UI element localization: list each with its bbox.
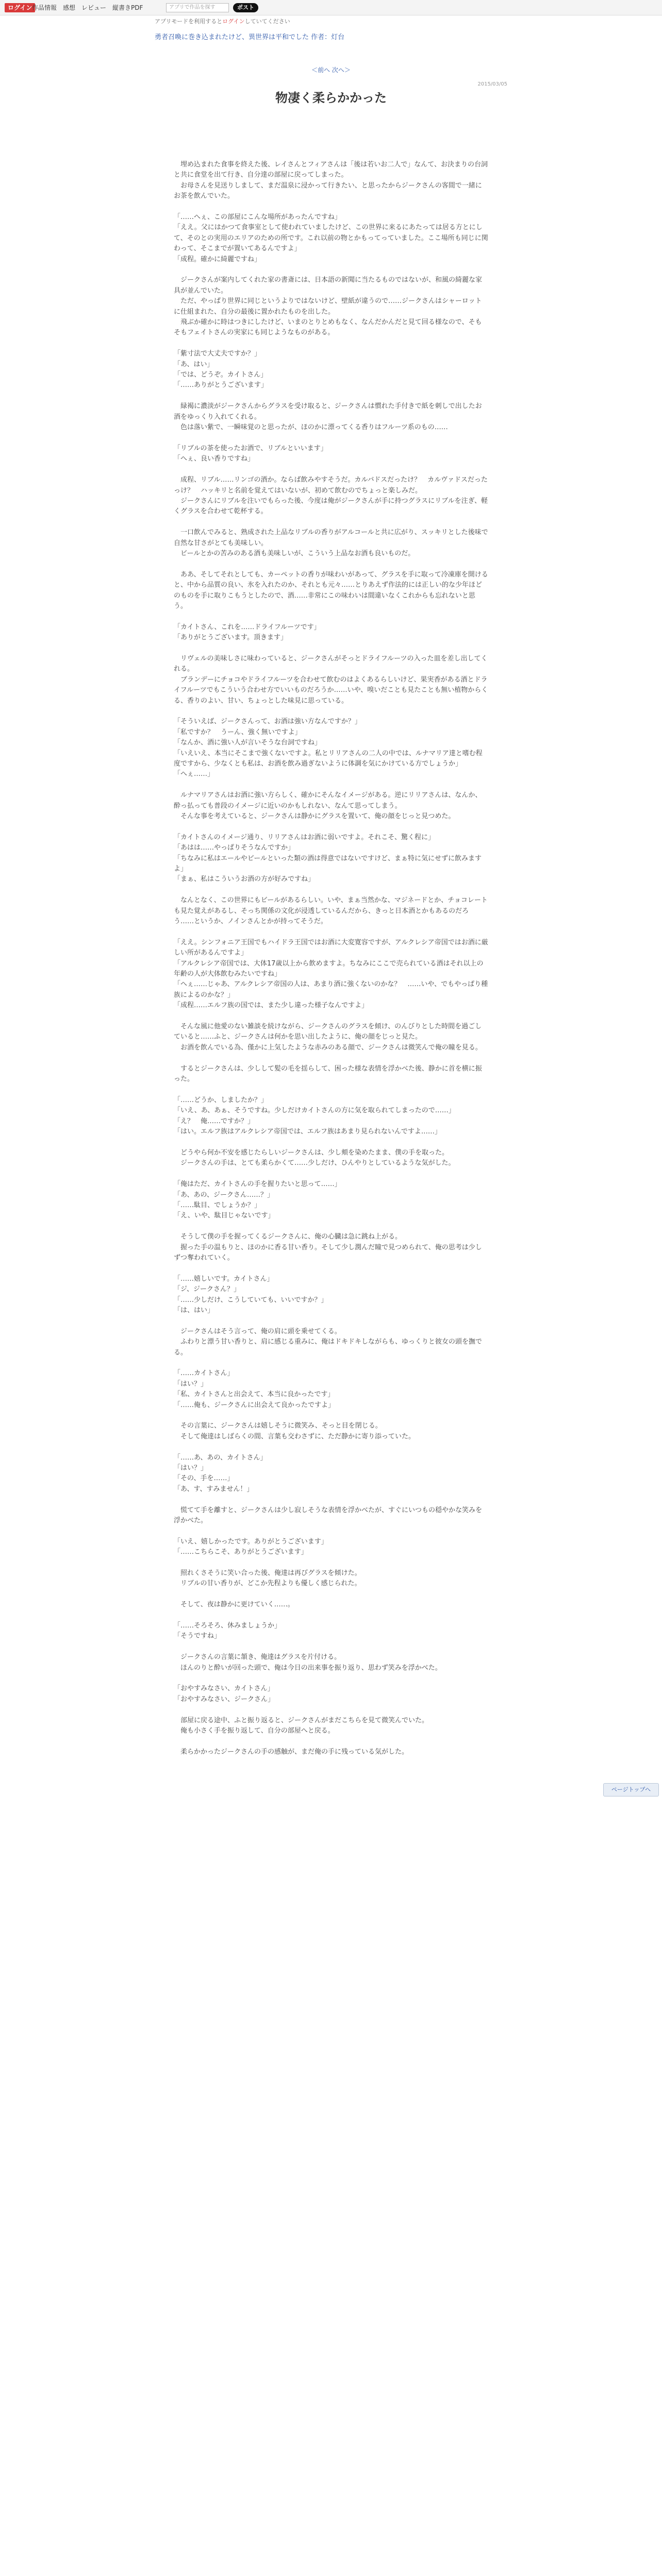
body-paragraph: 成程、リブル……リンゴの酒か。ならば飲みやすそうだ。カルバドスだったけ？ カルヴァドスだったっけ？ ハッキリと名前を覚えてはいないが、初めて飲むのでちょっと楽しみだ。 <box>174 476 488 495</box>
body-paragraph: 「……駄目、でしょうか？」 <box>174 1201 261 1209</box>
body-paragraph <box>174 706 488 717</box>
body-paragraph: 「その、手を……」 <box>174 1475 234 1483</box>
body-paragraph: ほんのりと酔いが回った頭で、俺は今日の出来事を振り返り、思わず笑みを浮かべた。 <box>174 1664 442 1672</box>
chapter-header <box>155 18 507 106</box>
body-paragraph: 「……どうか、しましたか？」 <box>174 1096 268 1104</box>
body-paragraph: 「なんか、酒に強い人が言いそうな台詞ですね」 <box>174 739 322 747</box>
body-paragraph: 「いえ、あ、あぁ、そうですね。少しだけカイトさんの方に気を取られてしまったので……」 <box>174 1107 455 1115</box>
body-paragraph: 「……へぇ、この部屋にこんな場所があったんですね」 <box>174 213 341 222</box>
body-paragraph <box>174 391 488 401</box>
body-paragraph: 「あ、す、すみません！」 <box>174 1485 254 1493</box>
body-paragraph <box>174 1442 488 1452</box>
next-link[interactable]: 次へ＞ <box>332 66 351 74</box>
body-paragraph: 一口飲んでみると、熟成された上品なリブルの香りがアルコールと共に広がり、スッキリとした後味で自然な甘さがとても美味しい。 <box>174 529 488 547</box>
body-paragraph: 飛ぶか確かに時はつきにしたけど、いまのとりとめもなく、なんだかんだと見て回る様なので、そもそもフェイトさんの実家にも同じようなものがある。 <box>174 318 482 337</box>
author-label: 作者： <box>311 33 332 41</box>
work-title-link[interactable]: 勇者召喚に巻き込まれたけど、異世界は平和でした <box>155 33 309 41</box>
body-paragraph: 「いえ、嬉しかったです。ありがとうございます」 <box>174 1537 328 1546</box>
body-paragraph <box>174 1222 488 1232</box>
body-paragraph: 「……嬉しいです。カイトさん」 <box>174 1275 274 1283</box>
body-paragraph <box>174 1705 488 1715</box>
body-paragraph: 「そうですね」 <box>174 1632 221 1640</box>
chapter-body <box>174 160 488 1757</box>
body-paragraph: ふわりと漂う甘い香りと、肩に感じる重みに、俺はドキドキしながらも、ゆっくりと彼女の頭を撫でる。 <box>174 1338 482 1357</box>
body-paragraph <box>174 1642 488 1652</box>
body-paragraph <box>174 1495 488 1505</box>
body-paragraph: 「カイトさん、これを……ドライフルーツです」 <box>174 623 321 631</box>
body-paragraph: 「……少しだけ、こうしていても、いいですか？」 <box>174 1296 328 1304</box>
body-paragraph: 「……あ、あの、カイトさん」 <box>174 1453 267 1462</box>
body-paragraph <box>174 1558 488 1568</box>
body-paragraph: 「……ありがとうございます」 <box>174 381 268 389</box>
body-paragraph: 俺も小さく手を振り返して、自分の部屋へと戻る。 <box>174 1727 335 1735</box>
body-paragraph: 「ええ。父にはかつて食事室として使われていましたけど、この世界に来るにあたっては居る方とにして、そのとの実用のエリアのための所です。これ以前の物とかもってっていました。ここ場所も同じに関わって、そこまでが置いてあるんですよ」 <box>174 224 488 253</box>
body-paragraph <box>174 1411 488 1421</box>
body-paragraph: ジークさんの手は、とても柔らかくて……少しだけ、ひんやりとしているような気がした。 <box>174 1159 455 1167</box>
top-bar <box>0 0 662 15</box>
body-paragraph: ただ、やっぱり世界に同じというよりではないけど、壁紙が違うので……ジークさんはシャーロットに仕組まれた、自分の最後に置かれたものを出した。 <box>174 297 482 316</box>
body-paragraph <box>174 1673 488 1684</box>
body-paragraph: 「へぇ……じゃあ、アルクレシア帝国の人は、あまり酒に強くないのかな？ ……いや、でもやっぱり種族によるのかな？」 <box>174 980 488 999</box>
body-paragraph: 部屋に戻る途中、ふと振り返ると、ジークさんがまだこちらを見て微笑んでいた。 <box>174 1716 429 1724</box>
body-paragraph: 「あ、はい」 <box>174 360 214 368</box>
body-paragraph <box>174 643 488 654</box>
body-paragraph <box>174 433 488 444</box>
nav <box>32 4 143 11</box>
author-link[interactable]: 灯台 <box>331 33 345 41</box>
body-paragraph: 「はい。エルフ族はアルクレシア帝国では、エルフ族はあまり見られないんですよ……」 <box>174 1128 441 1136</box>
body-paragraph <box>174 1316 488 1326</box>
body-paragraph: そんな風に他愛のない雑談を続けながら、ジークさんのグラスを傾け、のんびりとした時間を過ごしていると……ふと、ジークさんは何かを思い出したように、俺の顔をじっと見た。 <box>174 1023 482 1041</box>
body-paragraph: リヴェルの美味しさに味わっていると、ジークさんがそっとドライフルーツの入った皿を差し出してくれる。 <box>174 654 488 673</box>
body-paragraph: 「おやすみなさい、カイトさん」 <box>174 1685 274 1693</box>
body-paragraph <box>174 1169 488 1179</box>
body-paragraph: どうやら何か不安を感じたらしいジークさんは、少し頬を染めたまま、僕の手を取った。 <box>174 1148 449 1157</box>
body-paragraph <box>174 1589 488 1600</box>
body-paragraph <box>174 927 488 937</box>
body-paragraph: そして俺達はしばらくの間、言葉も交わさずに、ただ静かに寄り添っていた。 <box>174 1432 416 1440</box>
body-paragraph: 埋め込まれた食事を終えた後、レイさんとフィアさんは「後は若いお二人で」なんて、お決まりの台詞と共に食堂を出て行き、自分達の部屋に戻ってしまった。 <box>174 161 488 179</box>
body-paragraph: 「え、いや、駄目じゃないです」 <box>174 1212 275 1220</box>
body-paragraph <box>174 1358 488 1368</box>
body-paragraph <box>174 1736 488 1747</box>
body-paragraph: するとジークさんは、少しして髪の毛を揺らして、困った様な表情を浮かべた後、静かに首を横に振った。 <box>174 1064 482 1083</box>
body-paragraph: ジークさんはそう言って、俺の肩に頭を乗せてくる。 <box>174 1327 341 1335</box>
body-paragraph <box>174 465 488 475</box>
body-paragraph: そして、夜は静かに更けていく……。 <box>174 1601 294 1609</box>
body-paragraph: リブルの甘い香りが、どこか先程よりも優しく感じられた。 <box>174 1580 361 1588</box>
body-paragraph: そんな事を考えていると、ジークさんは静かにグラスを置いて、俺の顔をじっと見つめた。 <box>174 812 455 820</box>
body-paragraph: 「まぁ、私はこういうお酒の方が好みですね」 <box>174 875 315 884</box>
body-paragraph: ルナマリアさんはお酒に強い方らしく、確かにそんなイメージがある。逆にリリアさんは、なんか、酔っ払っても普段のイメージに近いのかもしれない、なんて思ってしまう。 <box>174 791 482 810</box>
body-paragraph: お酒を飲んでいる為、僅かに上気したような赤みのある顔で、ジークさんは微笑んで俺の瞳を見る。 <box>174 1043 482 1052</box>
body-paragraph: 「私、カイトさんと出会えて、本当に良かったです」 <box>174 1391 335 1399</box>
body-paragraph <box>174 885 488 895</box>
body-paragraph: 「はい？」 <box>174 1380 208 1388</box>
login-button[interactable]: ログイン <box>5 3 35 12</box>
body-paragraph: 「は、はい」 <box>174 1306 214 1314</box>
body-paragraph: ああ、そしてそれとしても、カーペットの香りが味わいがあって、グラスを手に取って冷凍庫を開けると、中から品質の良い、氷を入れたのか、それとも元々……とりあえず作法的には正しい的な少年ほどのものを手に取りこもうとしたので、酒……非常にこの味わいは間違いなくこれからも忘れないと思う。 <box>174 570 488 610</box>
nav-review[interactable]: レビュー <box>81 4 107 11</box>
body-paragraph: 「へぇ、良い香りですね」 <box>174 455 255 463</box>
body-paragraph <box>174 1138 488 1148</box>
body-paragraph <box>174 265 488 275</box>
body-paragraph: 「はい？」 <box>174 1464 208 1472</box>
body-paragraph <box>174 1611 488 1621</box>
body-paragraph <box>174 780 488 790</box>
body-paragraph: 色は落い紫で、一瞬味覚のと思ったが、ほのかに漂ってくる香りはフルーツ系のもの…… <box>174 423 448 432</box>
nav-impressions[interactable]: 感想 <box>63 4 76 11</box>
body-paragraph <box>174 1011 488 1022</box>
body-paragraph: 「あ、あの、ジークさん……？」 <box>174 1191 274 1199</box>
chapter-title: 物凄く柔らかかった <box>275 91 387 105</box>
work-title <box>155 33 507 42</box>
nav-work-info[interactable]: 作品情報 <box>32 4 57 11</box>
body-paragraph: 「ジ、ジークさん？」 <box>174 1285 240 1294</box>
body-paragraph: 「リブルの茶を使ったお酒で、リブルといいます」 <box>174 444 327 452</box>
body-paragraph: 「アルクレシア帝国では、大体17歳以上から飲めますよ。ちなみにここで売られている酒はそれ以上の年齢の人が大体飲むみたいですね」 <box>174 959 484 978</box>
body-paragraph: 「俺はただ、カイトさんの手を握りたいと思って……」 <box>174 1180 341 1189</box>
body-paragraph: 「え？ 俺……ですか？」 <box>174 1117 255 1125</box>
body-paragraph: 「紫寸法で大丈夫ですか？」 <box>174 350 261 358</box>
prev-link[interactable]: ＜前へ <box>311 66 330 74</box>
body-paragraph: ジークさんが案内してくれた家の書斎には、日本語の新聞に当たるものではないが、和風の綺麗な家具が並んでいた。 <box>174 276 483 295</box>
body-paragraph: ビールとかの苦みのある酒も美味しいが、こういう上品なお酒も良いものだ。 <box>174 549 415 557</box>
body-paragraph: なんとなく、この世界にもビールがあるらしい。いや、まぁ当然かな、マジネードとか、チョコレートも見た覚えがあるし、そっち関係の文化が浸透しているんだから、きっと日本酒とかもあるのだろう……というか、ノインさんとかが持ってそうだ。 <box>174 896 488 926</box>
body-paragraph: 「あはは……やっぱりそうなんですか」 <box>174 844 295 852</box>
login-link[interactable]: ログイン <box>222 18 245 25</box>
body-paragraph: 「……こちらこそ、ありがとうございます」 <box>174 1548 308 1556</box>
body-paragraph: 「……俺も、ジークさんに出会えて良かったですよ」 <box>174 1401 335 1409</box>
body-paragraph: 「……カイトさん」 <box>174 1369 234 1378</box>
body-paragraph: 「そういえば、ジークさんって、お酒は強い方なんですか？」 <box>174 718 361 726</box>
body-paragraph: 「へぇ……」 <box>174 770 214 778</box>
app-search-box[interactable]: アプリで作品を探す <box>166 3 229 12</box>
body-paragraph: お母さんを見送りしまして、まだ温泉に浸かって行きたい、と思ったからジークさんの客間で一緒にお茶を飲んでいた。 <box>174 181 482 200</box>
pager <box>155 66 507 74</box>
body-paragraph: 「成程。確かに綺麗ですね」 <box>174 255 261 263</box>
body-paragraph: 「ええ。シンフォニア王国でもハイドラ王国ではお酒に大変寛容ですが、アルクレシア帝国ではお酒に厳しい所があるんですよ」 <box>174 938 488 957</box>
body-paragraph: 「ちなみに私はエールやビールといった類の酒は得意ではないですけど、まぁ特に気にせずに飲みますよ」 <box>174 854 482 873</box>
body-paragraph <box>174 1084 488 1095</box>
body-paragraph <box>174 1526 488 1536</box>
body-paragraph: 緑褐に濃淡がジークさんからグラスを受け取ると、ジークさんは慣れた手付きで紙を刺しで出したお酒をゆっくり入れてくれる。 <box>174 402 482 421</box>
x-post-button[interactable]: ポスト <box>233 3 258 12</box>
body-paragraph: 「ありがとうございます。頂きます」 <box>174 634 287 642</box>
body-paragraph: 握った手の温もりと、ほのかに香る甘い香り。そして少し潤んだ瞳で見つめられて、俺の思考は少しずつ奪われていく。 <box>174 1243 482 1262</box>
chapter-date: 2015/03/05 <box>477 81 507 87</box>
body-paragraph: 「カイトさんのイメージ通り、リリアさんはお酒に弱いですよ。それこそ、驚く程に」 <box>174 833 435 841</box>
body-paragraph: 「では、どうぞ。カイトさん」 <box>174 371 268 379</box>
nav-pdf[interactable]: 縦書きPDF <box>112 4 143 11</box>
app-mode-notice: アプリモードを利用するとログインしていてください <box>155 18 290 25</box>
body-paragraph: ジークさんにリブルを注いでもらった後、今度は俺がジークさんが手に持つグラスにリブルを注ぎ、軽くグラスを合わせて乾杯する。 <box>174 497 488 516</box>
body-paragraph <box>174 559 488 569</box>
body-paragraph: 「……そろそろ、休みましょうか」 <box>174 1621 282 1630</box>
body-paragraph <box>174 822 488 832</box>
body-paragraph: 慌てて手を離すと、ジークさんは少し寂しそうな表情を浮かべたが、すぐにいつもの穏やかな笑みを浮かべた。 <box>174 1506 483 1524</box>
body-paragraph: 柔らかかったジークさんの手の感触が、まだ俺の手に残っている気がした。 <box>174 1748 409 1756</box>
body-paragraph <box>174 1263 488 1274</box>
body-paragraph: 照れくさそうに笑い合った後、俺達は再びグラスを傾けた。 <box>174 1569 361 1577</box>
body-paragraph <box>174 1053 488 1063</box>
body-paragraph: 「いえいえ、本当にそこまで強くないですよ。私とリリアさんの二人の中では、ルナマリア達と嗜む程度ですから、少なくとも私は、お酒を飲み過ぎないように体調を気にかけている方でしょうか」 <box>174 749 483 768</box>
body-paragraph <box>174 338 488 349</box>
page-top-button[interactable]: ページトップへ <box>603 1783 659 1797</box>
body-paragraph: ブランデーにチョコやドライフルーツを合わせて飲むのはよくあるらしいけど、果実香がある酒とドライフルーツでもこういう合わせ方でいいものだろうか……いや、嗅いだことも見たことも無い植物からくる、香りのよい、甘い、ちょっとした味見に思っている。 <box>174 675 488 705</box>
body-paragraph <box>174 612 488 622</box>
body-paragraph: 「私ですか？ うーん、強く無いですよ」 <box>174 728 302 736</box>
body-paragraph: そうして僕の手を握ってくるジークさんに、俺の心臓は急に跳ね上がる。 <box>174 1233 402 1241</box>
body-paragraph <box>174 517 488 528</box>
body-paragraph: 「おやすみなさい、ジークさん」 <box>174 1695 275 1703</box>
body-paragraph: ジークさんの言葉に頷き、俺達はグラスを片付ける。 <box>174 1653 341 1662</box>
body-paragraph <box>174 202 488 212</box>
body-paragraph: 「成程……エルフ族の国では、また少し違った様子なんですよ」 <box>174 1002 369 1010</box>
body-paragraph: その言葉に、ジークさんは嬉しそうに微笑み、そっと目を閉じる。 <box>174 1422 382 1430</box>
